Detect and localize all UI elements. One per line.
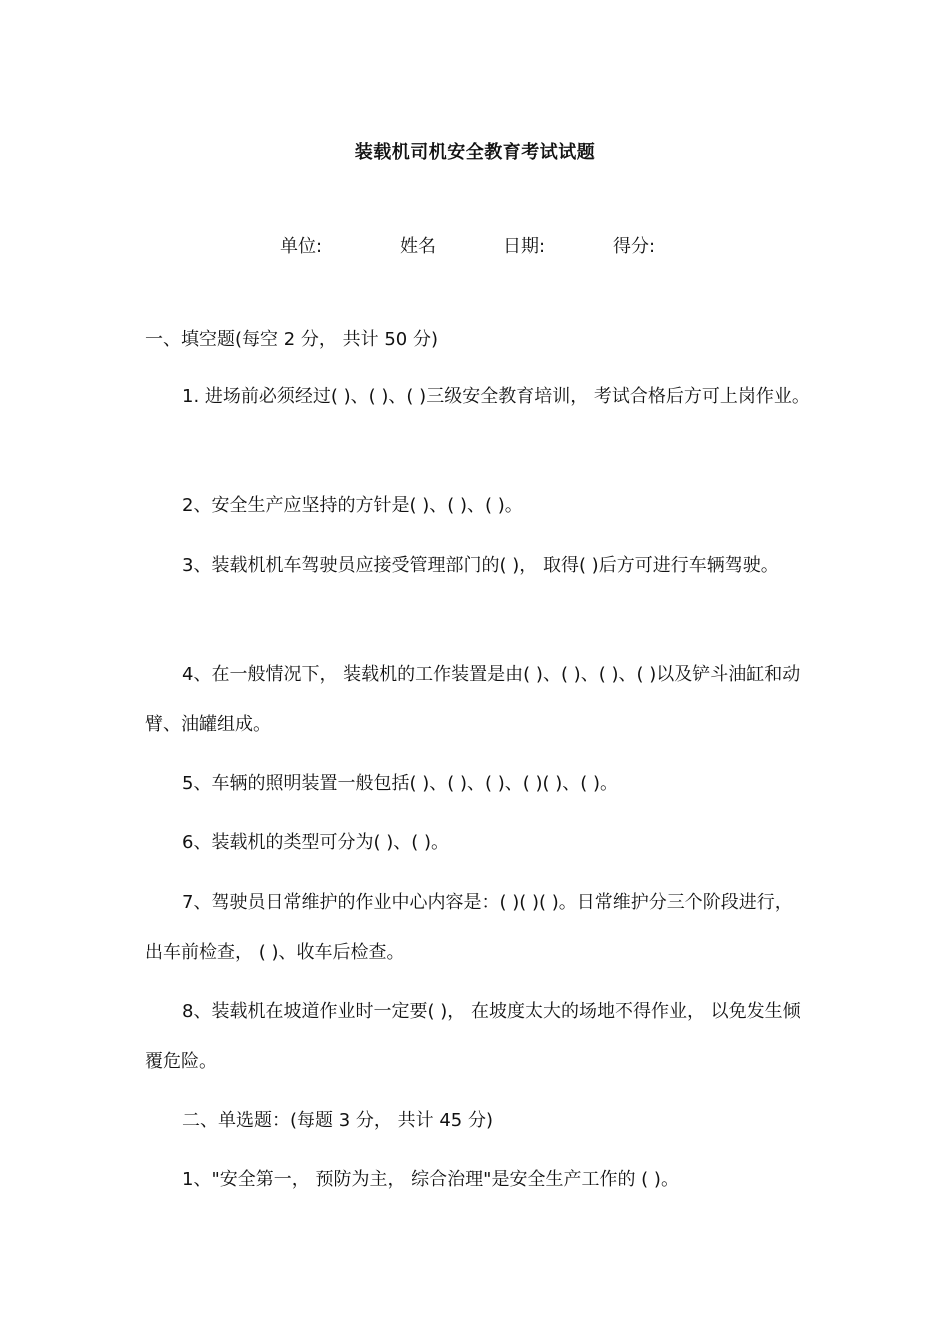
fill-question-8: 8、装载机在坡道作业时一定要( )， 在坡度太大的场地不得作业， 以免发生倾覆危险。 [145,1001,801,1072]
info-date-label: 日期: [503,236,546,257]
section-fill-heading: 一、填空题(每空 2 分， 共计 50 分) [145,329,439,350]
fill-question-1: 1. 进场前必须经过( )、( )、( )三级安全教育培训， 考试合格后方可上岗作业。 [182,386,810,407]
fill-question-3: 3、装载机机车驾驶员应接受管理部门的( )， 取得( )后方可进行车辆驾驶。 [182,555,779,576]
fill-question-2: 2、安全生产应坚持的方针是( )、( )、( )。 [182,495,523,516]
page-title: 装载机司机安全教育考试试题 [354,142,596,163]
info-unit-label: 单位: [280,236,323,257]
fill-question-4: 4、在一般情况下， 装载机的工作装置是由( )、( )、( )、( )以及铲斗油缸和动臂、油罐组成。 [145,664,801,735]
fill-question-5: 5、车辆的照明装置一般包括( )、( )、( )、( )( )、( )。 [182,773,619,794]
fill-question-7: 7、驾驶员日常维护的作业中心内容是：( )( )( )。日常维护分三个阶段进行， 出车前检查， ( )、收车后检查。 [145,892,793,963]
fill-question-6: 6、装载机的类型可分为( )、( )。 [182,832,449,853]
info-score-label: 得分: [613,236,656,257]
info-name-label: 姓名 [400,236,436,257]
section-single-heading: 二、单选题：(每题 3 分， 共计 45 分) [182,1110,494,1131]
single-question-1: 1、"安全第一， 预防为主， 综合治理"是安全生产工作的 ( )。 [182,1169,679,1190]
